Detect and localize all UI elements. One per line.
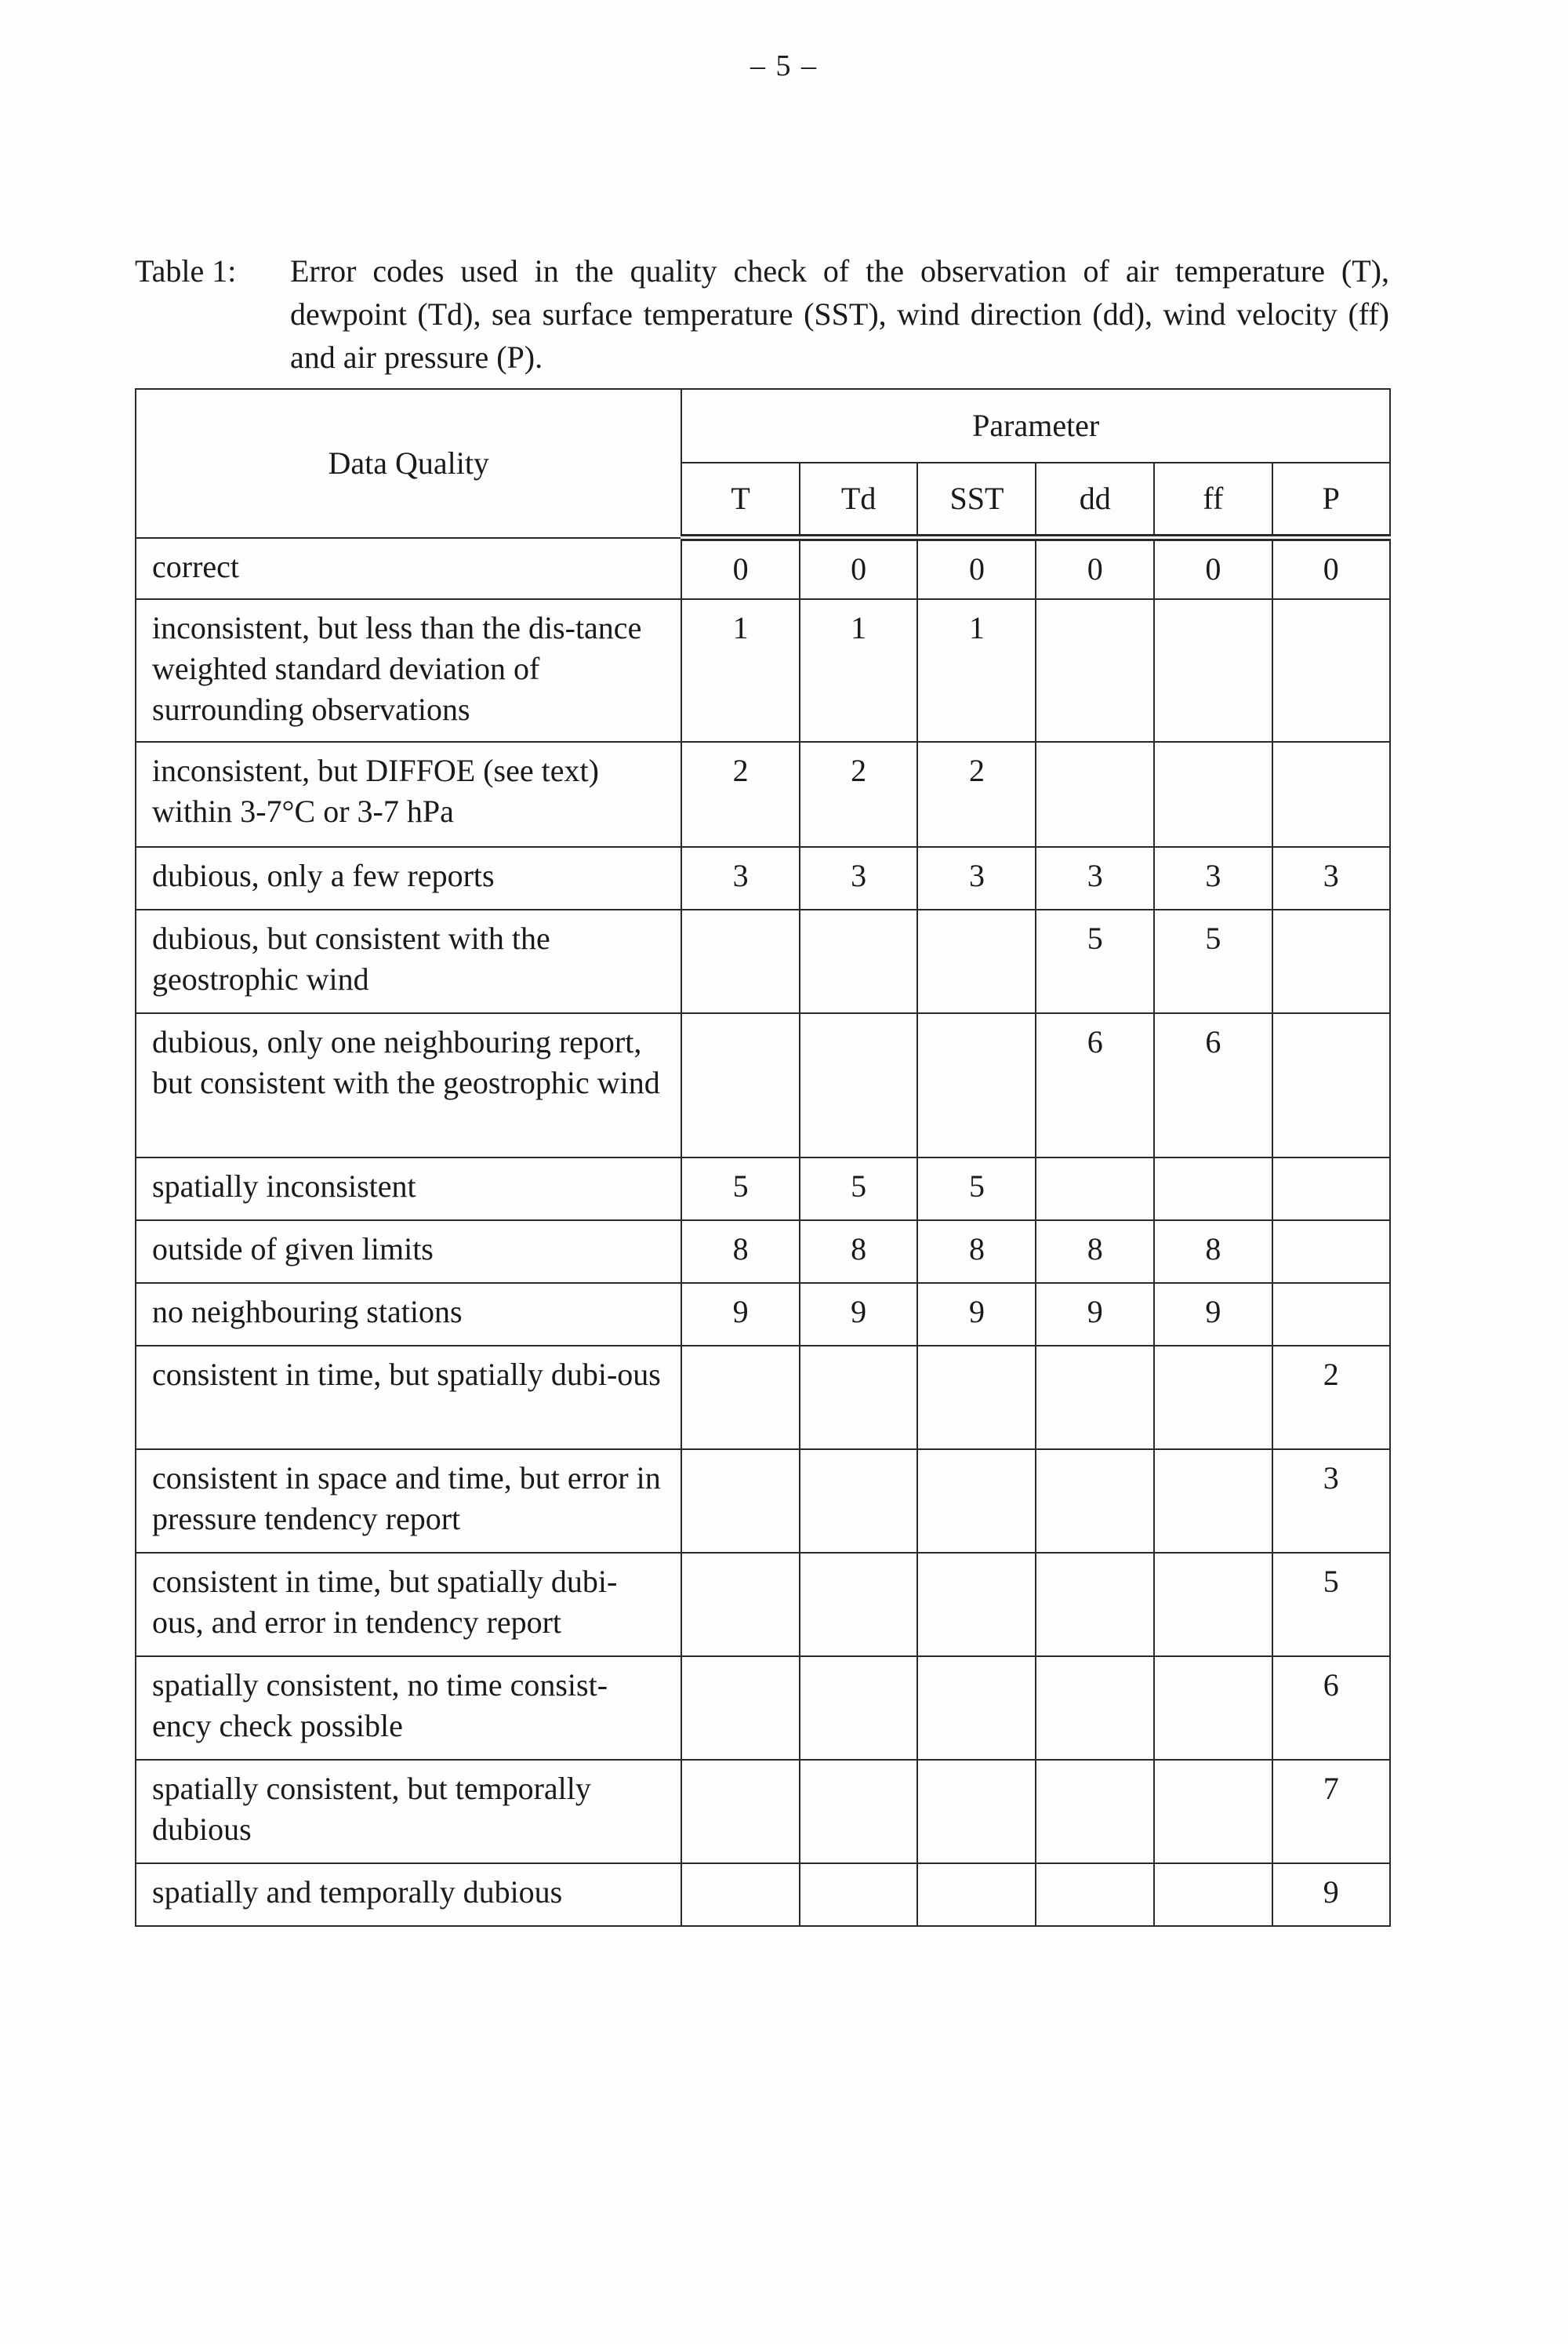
- error-code-cell: 2: [800, 742, 918, 847]
- error-code-cell: [917, 910, 1036, 1013]
- data-quality-cell: consistent in time, but spatially dubi-ous: [136, 1346, 681, 1449]
- caption-label: Table 1:: [135, 253, 237, 289]
- error-code-cell: [1272, 1157, 1390, 1220]
- error-code-cell: 9: [1154, 1283, 1272, 1346]
- data-quality-cell: spatially consistent, no time consist-ency check possible: [136, 1656, 681, 1760]
- error-code-cell: 3: [1154, 847, 1272, 910]
- data-quality-cell: dubious, but consistent with the geostrophic wind: [136, 910, 681, 1013]
- column-header-td: Td: [800, 463, 918, 538]
- error-code-cell: [1154, 1157, 1272, 1220]
- table-row: [136, 1013, 1390, 1157]
- error-code-cell: 3: [917, 847, 1036, 910]
- table-row: [136, 1656, 1390, 1760]
- error-code-cell: 3: [1272, 1449, 1390, 1553]
- table-row: [136, 1863, 1390, 1926]
- error-code-cell: [681, 1553, 799, 1656]
- error-code-cell: 1: [800, 599, 918, 742]
- error-code-cell: 0: [681, 538, 799, 599]
- error-code-cell: [681, 1760, 799, 1863]
- table-row: [136, 538, 1390, 599]
- error-code-cell: 8: [1036, 1220, 1154, 1283]
- error-code-cell: [1154, 1656, 1272, 1760]
- error-code-cell: 2: [1272, 1346, 1390, 1449]
- error-code-cell: 9: [681, 1283, 799, 1346]
- error-code-cell: [681, 1346, 799, 1449]
- error-code-cell: 6: [1272, 1656, 1390, 1760]
- error-code-cell: [1036, 1863, 1154, 1926]
- error-code-cell: 0: [1036, 538, 1154, 599]
- table-row: [136, 1553, 1390, 1656]
- error-code-cell: [1154, 1553, 1272, 1656]
- error-code-cell: [800, 910, 918, 1013]
- error-code-cell: [1036, 742, 1154, 847]
- error-code-cell: 9: [1036, 1283, 1154, 1346]
- table-row: [136, 910, 1390, 1013]
- data-quality-cell: correct: [136, 538, 681, 599]
- error-code-cell: [917, 1553, 1036, 1656]
- table-row: [136, 1220, 1390, 1283]
- error-code-cell: [1154, 1346, 1272, 1449]
- error-code-cell: [1272, 910, 1390, 1013]
- table-row: [136, 1346, 1390, 1449]
- error-code-cell: 8: [1154, 1220, 1272, 1283]
- error-code-cell: 5: [800, 1157, 918, 1220]
- table-row: [136, 1760, 1390, 1863]
- error-code-cell: 2: [917, 742, 1036, 847]
- error-code-cell: [1272, 1283, 1390, 1346]
- error-code-cell: 5: [1036, 910, 1154, 1013]
- error-code-cell: [1036, 1553, 1154, 1656]
- error-code-cell: [917, 1656, 1036, 1760]
- error-code-cell: 6: [1036, 1013, 1154, 1157]
- error-code-cell: 8: [800, 1220, 918, 1283]
- error-code-cell: 7: [1272, 1760, 1390, 1863]
- error-code-cell: [800, 1449, 918, 1553]
- error-code-cell: 9: [1272, 1863, 1390, 1926]
- error-code-cell: [1036, 1346, 1154, 1449]
- error-code-cell: [917, 1863, 1036, 1926]
- error-code-cell: 0: [800, 538, 918, 599]
- error-code-cell: [1036, 599, 1154, 742]
- data-quality-cell: outside of given limits: [136, 1220, 681, 1283]
- data-quality-cell: dubious, only a few reports: [136, 847, 681, 910]
- data-quality-cell: spatially consistent, but temporally dubious: [136, 1760, 681, 1863]
- table-row: [136, 1283, 1390, 1346]
- error-code-cell: 6: [1154, 1013, 1272, 1157]
- error-code-cell: 0: [1154, 538, 1272, 599]
- error-code-cell: [917, 1013, 1036, 1157]
- table-row: [136, 742, 1390, 847]
- error-code-cell: [681, 1863, 799, 1926]
- error-code-cell: [800, 1553, 918, 1656]
- table-row: [136, 847, 1390, 910]
- error-code-cell: [1154, 1449, 1272, 1553]
- caption-text: Error codes used in the quality check of the observation of air temperature (T), dewpoint (Td), sea surface temperature (SST), wind direction (dd), wind velocity (ff) and air pressure (P).: [290, 253, 1389, 375]
- column-header-sst: SST: [917, 463, 1036, 538]
- error-code-cell: [681, 1449, 799, 1553]
- table-row: [136, 599, 1390, 742]
- error-code-cell: [800, 1760, 918, 1863]
- error-code-cell: 2: [681, 742, 799, 847]
- data-quality-cell: consistent in time, but spatially dubi-ous, and error in tendency report: [136, 1553, 681, 1656]
- error-code-cell: 0: [1272, 538, 1390, 599]
- data-quality-cell: spatially inconsistent: [136, 1157, 681, 1220]
- error-code-cell: [1036, 1656, 1154, 1760]
- error-code-cell: [1036, 1449, 1154, 1553]
- error-code-cell: [1154, 1760, 1272, 1863]
- error-code-cell: [917, 1346, 1036, 1449]
- data-quality-header: Data Quality: [136, 389, 681, 538]
- error-code-cell: [800, 1656, 918, 1760]
- data-quality-cell: inconsistent, but less than the dis-tance weighted standard deviation of surrounding observations: [136, 599, 681, 742]
- error-code-cell: 3: [1272, 847, 1390, 910]
- column-header-dd: dd: [1036, 463, 1154, 538]
- data-quality-cell: inconsistent, but DIFFOE (see text) within 3-7°C or 3-7 hPa: [136, 742, 681, 847]
- error-code-cell: [800, 1346, 918, 1449]
- error-code-cell: 9: [800, 1283, 918, 1346]
- error-code-cell: [1272, 742, 1390, 847]
- data-quality-cell: spatially and temporally dubious: [136, 1863, 681, 1926]
- error-code-cell: [1036, 1760, 1154, 1863]
- error-code-cell: [1272, 1013, 1390, 1157]
- page-number: – 5 –: [750, 49, 818, 82]
- error-code-cell: [800, 1013, 918, 1157]
- table-caption: [135, 249, 1389, 379]
- error-code-cell: [917, 1760, 1036, 1863]
- error-code-cell: 5: [917, 1157, 1036, 1220]
- parameter-header: Parameter: [681, 389, 1390, 463]
- error-code-cell: 5: [1272, 1553, 1390, 1656]
- error-code-cell: [917, 1449, 1036, 1553]
- error-code-cell: 8: [681, 1220, 799, 1283]
- column-header-ff: ff: [1154, 463, 1272, 538]
- error-code-cell: 5: [681, 1157, 799, 1220]
- error-code-cell: [1272, 599, 1390, 742]
- column-header-t: T: [681, 463, 799, 538]
- error-code-cell: [1154, 599, 1272, 742]
- error-code-cell: [1154, 742, 1272, 847]
- error-code-cell: 1: [917, 599, 1036, 742]
- table-body: [136, 538, 1390, 1926]
- error-code-cell: 8: [917, 1220, 1036, 1283]
- error-codes-table: [135, 388, 1391, 1927]
- error-code-cell: [1154, 1863, 1272, 1926]
- column-header-p: P: [1272, 463, 1390, 538]
- table-row: [136, 1157, 1390, 1220]
- error-code-cell: 5: [1154, 910, 1272, 1013]
- error-code-cell: [681, 910, 799, 1013]
- error-code-cell: [681, 1013, 799, 1157]
- error-code-cell: 0: [917, 538, 1036, 599]
- data-quality-cell: no neighbouring stations: [136, 1283, 681, 1346]
- error-code-cell: [1272, 1220, 1390, 1283]
- error-code-cell: [1036, 1157, 1154, 1220]
- table-row: [136, 1449, 1390, 1553]
- error-code-cell: 1: [681, 599, 799, 742]
- error-code-cell: 3: [800, 847, 918, 910]
- error-code-cell: [681, 1656, 799, 1760]
- data-quality-cell: consistent in space and time, but error in pressure tendency report: [136, 1449, 681, 1553]
- error-code-cell: [800, 1863, 918, 1926]
- data-quality-cell: dubious, only one neighbouring report, but consistent with the geostrophic wind: [136, 1013, 681, 1157]
- error-code-cell: 3: [1036, 847, 1154, 910]
- error-code-cell: 9: [917, 1283, 1036, 1346]
- error-code-cell: 3: [681, 847, 799, 910]
